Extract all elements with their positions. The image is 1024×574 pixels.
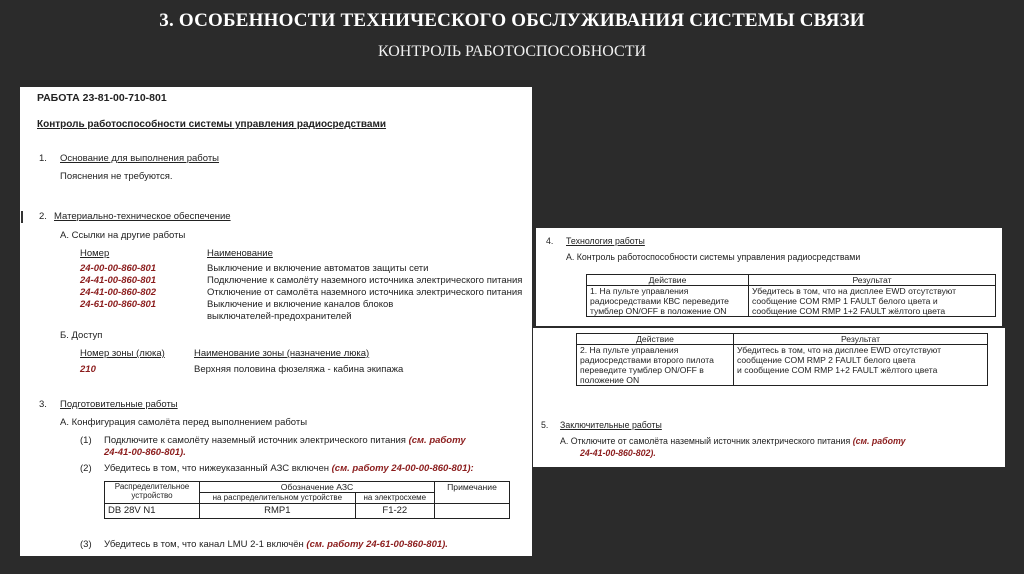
step-3-reference: (см. работу 24-61-00-860-801). — [306, 539, 448, 550]
access-zone-name: Верхняя половина фюзеляжа - кабина экипажа — [194, 364, 404, 375]
ref-name: Подключение к самолёту наземного источника электрического питания — [207, 275, 523, 286]
table-row — [587, 286, 996, 317]
step-1-number: (1) — [80, 435, 92, 446]
section-5a-body: А. Отключите от самолёта наземный источник электрического питания — [560, 436, 851, 446]
cb-diagram: F1-22 — [355, 504, 434, 519]
change-bar — [21, 211, 23, 223]
step-2-reference: (см. работу 24-00-00-860-801): — [331, 463, 474, 474]
section-3-title: Подготовительные работы — [60, 399, 178, 410]
refs-header-number: Номер — [80, 248, 110, 259]
step-2-text — [104, 463, 474, 474]
step-3-number: (3) — [80, 539, 92, 550]
section-5a-reference-number: 24-41-00-860-802). — [580, 448, 656, 458]
circuit-breaker-table — [104, 481, 510, 519]
result-line: сообщение COM RMP 1+2 FAULT жёлтого цвета — [752, 306, 946, 316]
col-result: Результат — [749, 275, 996, 286]
ref-name: Выключение и включение каналов блоков — [207, 299, 394, 310]
action-cell — [587, 286, 749, 317]
result-line: Убедитесь в том, что на дисплее EWD отсутствуют — [752, 286, 957, 296]
cb-panel: RMP1 — [200, 504, 356, 519]
section-5a-reference: (см. работу — [852, 436, 906, 446]
cb-col-designation: Обозначение АЗС — [200, 482, 435, 493]
cb-col-note: Примечание — [435, 482, 510, 504]
step-3-text — [104, 539, 448, 550]
section-5-number: 5. — [541, 420, 549, 430]
ref-number: 24-61-00-860-801 — [80, 299, 157, 310]
result-line: Убедитесь в том, что на дисплее EWD отсутствуют — [737, 345, 942, 355]
work-number: РАБОТА 23-81-00-710-801 — [37, 92, 167, 104]
action-line: радиосредствами второго пилота — [580, 355, 714, 365]
document-excerpt-technology — [536, 228, 1002, 326]
col-result: Результат — [734, 334, 988, 345]
cb-col-diagram: на электросхеме — [355, 493, 434, 504]
ref-name: Отключение от самолёта наземного источника электрического питания — [207, 287, 523, 298]
access-header-name: Наименование зоны (назначение люка) — [194, 348, 370, 359]
ref-name-continued: выключателей-предохранителей — [207, 311, 352, 322]
step-1-text — [104, 435, 466, 446]
action-result-table-1 — [586, 274, 996, 317]
action-line: положение ON — [580, 375, 640, 385]
col-action: Действие — [587, 275, 749, 286]
access-zone: 210 — [80, 364, 96, 375]
ref-number: 24-41-00-860-802 — [80, 287, 157, 298]
work-heading: Контроль работоспособности системы управления радиосредствами — [37, 119, 387, 130]
result-line: и сообщение COM RMP 1+2 FAULT жёлтого цвета — [737, 365, 938, 375]
section-4-title: Технология работы — [566, 236, 645, 246]
step-2-body: Убедитесь в том, что нижеуказанный АЗС включен — [104, 463, 329, 474]
step-2-number: (2) — [80, 463, 92, 474]
step-3-body: Убедитесь в том, что канал LMU 2-1 включён — [104, 539, 304, 550]
section-5a-text — [560, 436, 906, 447]
section-3a-title: А. Конфигурация самолёта перед выполнением работы — [60, 417, 308, 428]
cb-col-device: Распределительное устройство — [105, 482, 200, 504]
section-3-number: 3. — [39, 399, 47, 410]
action-line: радиосредствами КВС переведите — [590, 296, 729, 306]
refs-header-name: Наименование — [207, 248, 273, 259]
result-line: сообщение COM RMP 1 FAULT белого цвета и — [752, 296, 938, 306]
cb-device: DB 28V N1 — [105, 504, 200, 519]
section-2b-title: Б. Доступ — [60, 330, 103, 341]
section-4a-title: А. Контроль работоспособности системы управления радиосредствами — [566, 252, 861, 262]
col-action: Действие — [577, 334, 734, 345]
step-1-reference-number: 24-41-00-860-801). — [104, 447, 186, 458]
cb-col-panel: на распределительном устройстве — [200, 493, 356, 504]
action-line: 1. На пульте управления — [590, 286, 689, 296]
slide-subtitle: КОНТРОЛЬ РАБОТОСПОСОБНОСТИ — [377, 43, 647, 60]
result-cell — [734, 345, 988, 386]
ref-number: 24-00-00-860-801 — [80, 263, 157, 274]
table-row — [577, 345, 988, 386]
step-1-reference: (см. работу — [408, 435, 466, 446]
section-1-number: 1. — [39, 153, 47, 164]
result-line: сообщение COM RMP 2 FAULT белого цвета — [737, 355, 916, 365]
ref-name: Выключение и включение автоматов защиты сети — [207, 263, 429, 274]
action-cell — [577, 345, 734, 386]
section-1-text: Пояснения не требуются. — [60, 171, 173, 182]
section-1-title: Основание для выполнения работы — [60, 153, 220, 164]
action-line: 2. На пульте управления — [580, 345, 679, 355]
access-header-zone: Номер зоны (люка) — [80, 348, 165, 359]
result-cell — [749, 286, 996, 317]
slide-title: 3. ОСОБЕННОСТИ ТЕХНИЧЕСКОГО ОБСЛУЖИВАНИЯ СИСТЕМЫ СВЯЗИ — [159, 10, 865, 31]
document-page-main — [20, 87, 532, 556]
section-2a-title: А. Ссылки на другие работы — [60, 230, 186, 241]
ref-number: 24-41-00-860-801 — [80, 275, 157, 286]
action-line: переведите тумблер ON/OFF в — [580, 365, 704, 375]
section-2-number: 2. — [39, 211, 47, 222]
section-5-title: Заключительные работы — [560, 420, 662, 430]
step-1-body: Подключите к самолёту наземный источник электрического питания — [104, 435, 406, 446]
action-result-table-2 — [576, 333, 988, 386]
document-excerpt-final — [533, 328, 1005, 467]
action-line: тумблер ON/OFF в положение ON — [590, 306, 727, 316]
section-4-number: 4. — [546, 236, 554, 246]
cb-note — [435, 504, 510, 519]
table-row — [105, 504, 510, 519]
section-2-title: Материально-техническое обеспечение — [54, 211, 231, 222]
